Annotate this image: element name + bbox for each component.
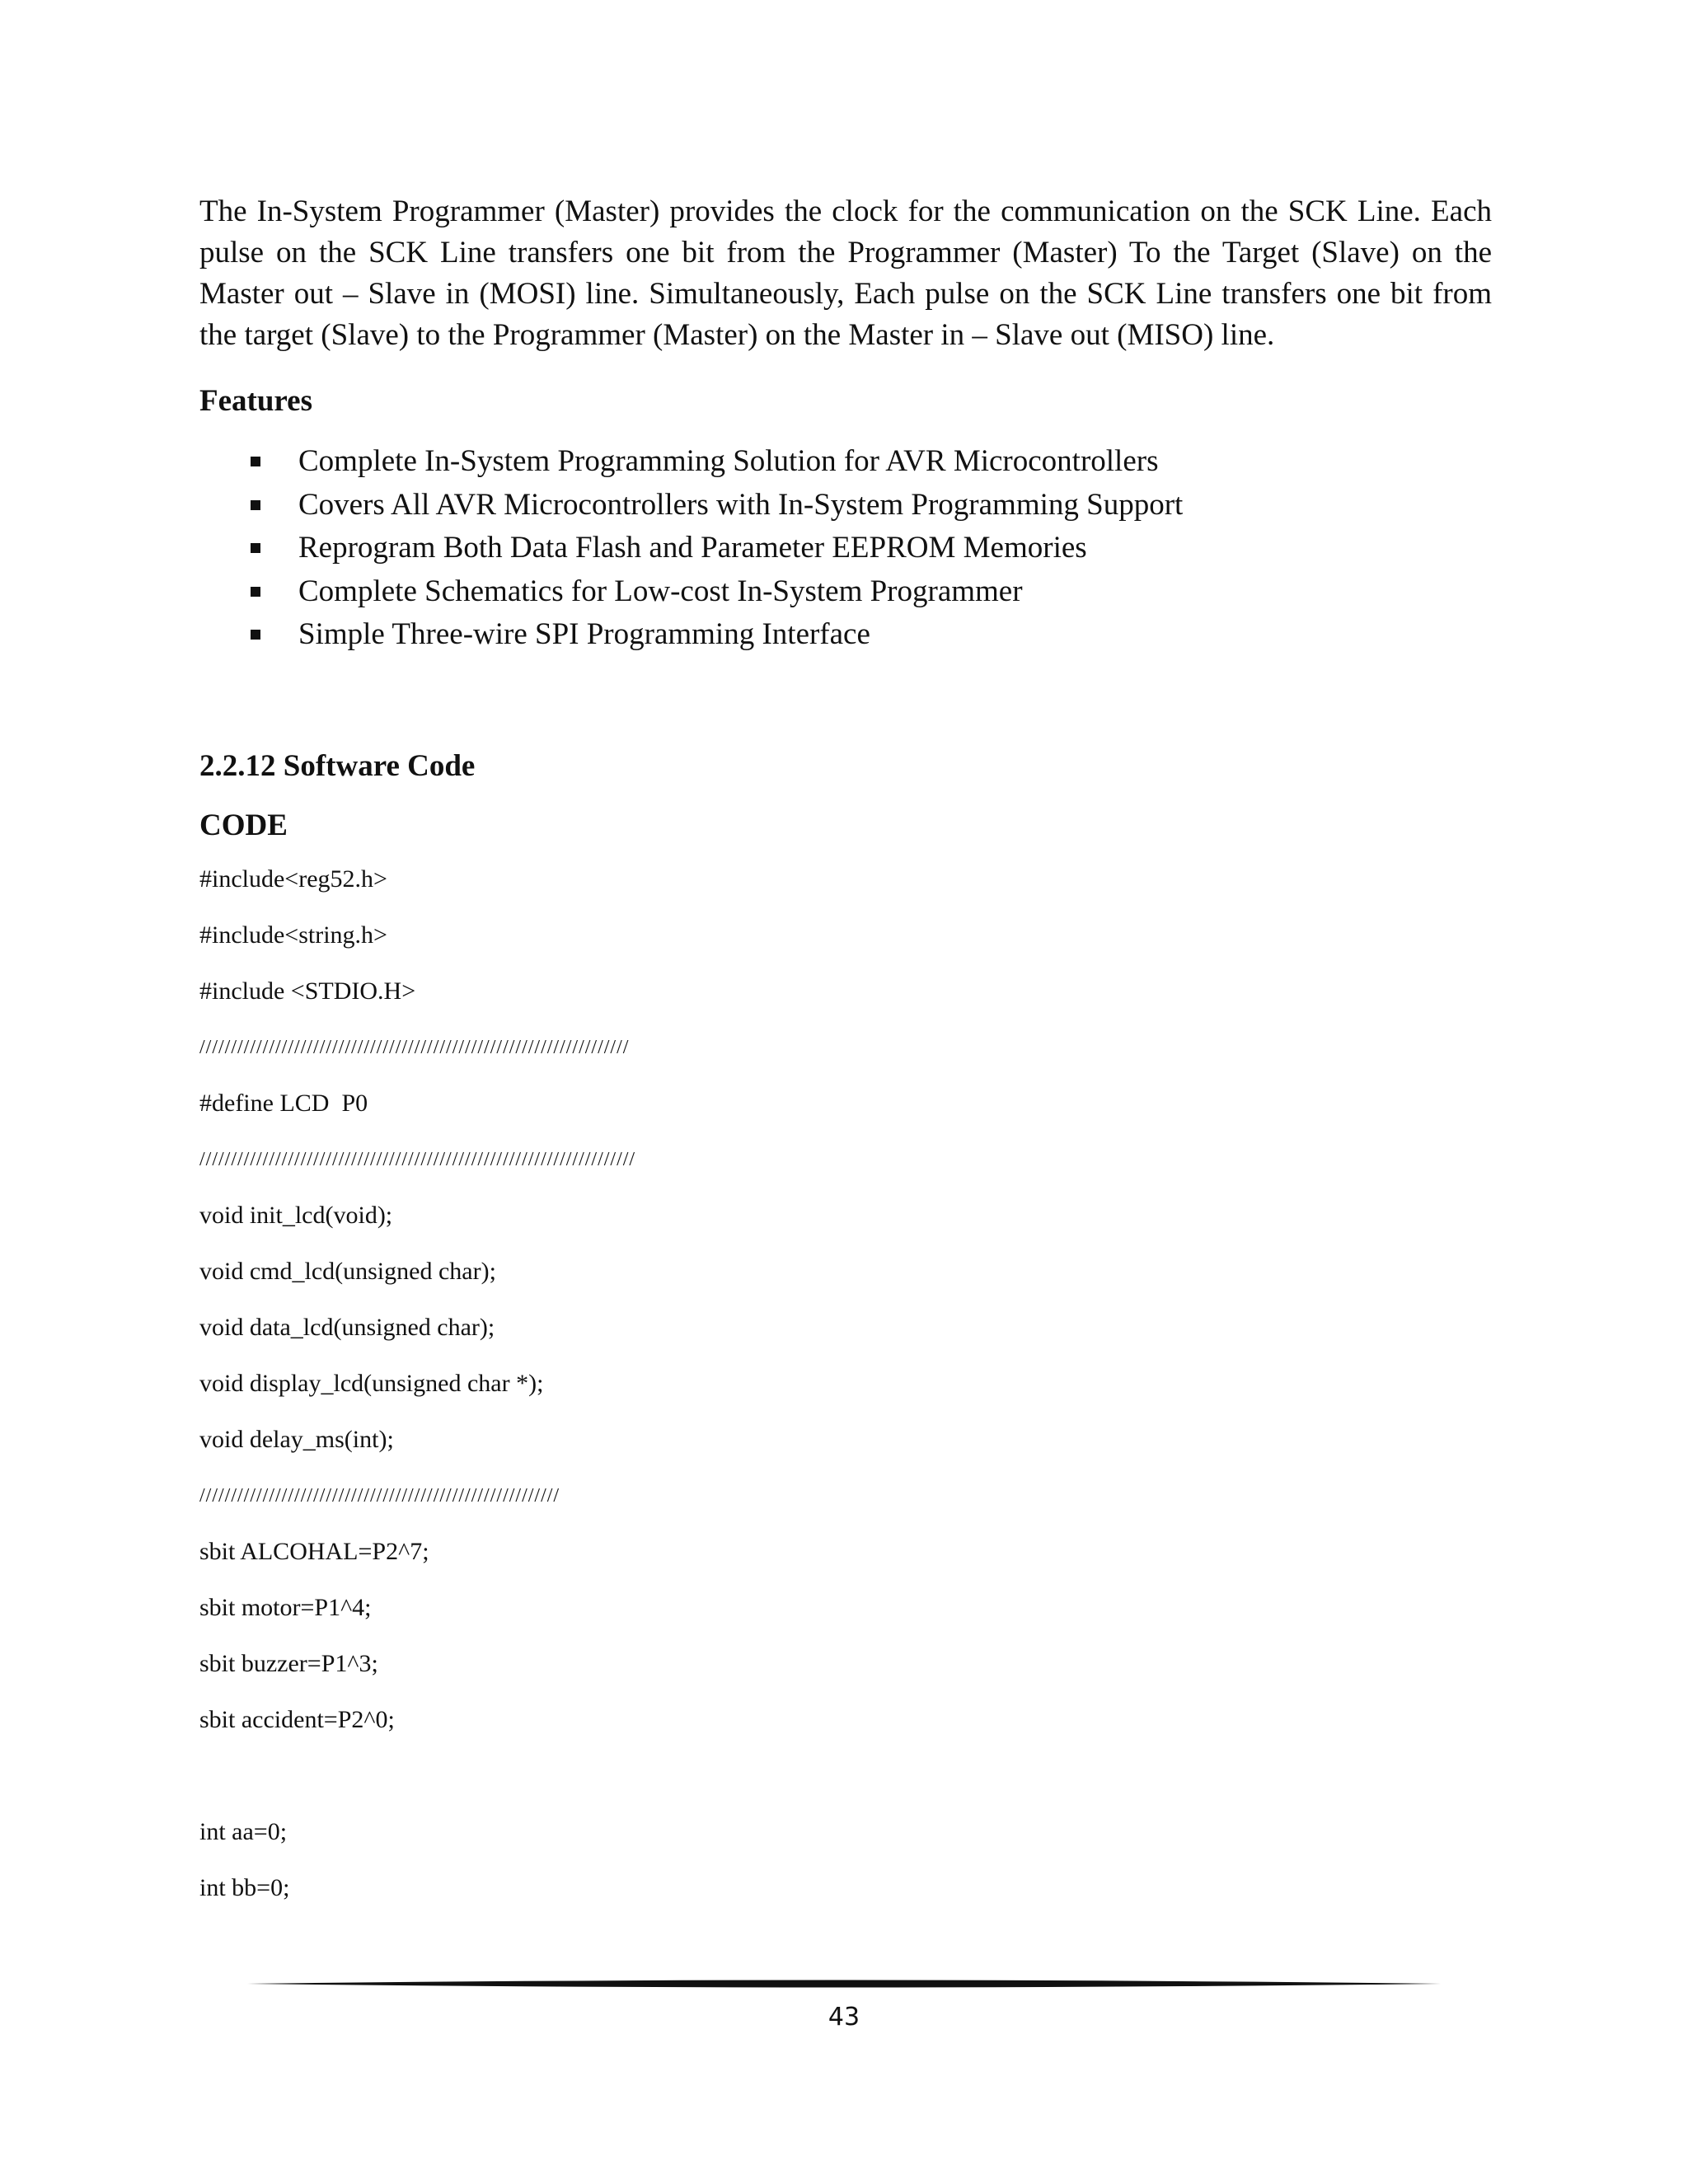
page-number: 43 — [828, 2003, 860, 2032]
code-comment-rule: ///////////////////////////////////////////////////////// — [199, 1484, 560, 1507]
code-line: #include<string.h> — [199, 921, 387, 949]
feature-item — [199, 440, 1492, 484]
square-bullet-icon — [251, 457, 260, 466]
code-line: int aa=0; — [199, 1817, 288, 1845]
code-line: int bb=0; — [199, 1873, 290, 1901]
code-line: #define LCD P0 — [199, 1089, 368, 1117]
code-line: sbit buzzer=P1^3; — [199, 1649, 378, 1677]
code-heading: CODE — [199, 808, 288, 842]
feature-item — [199, 613, 1492, 657]
square-bullet-icon — [251, 587, 260, 597]
code-comment-rule: ///////////////////////////////////////////////////////////////////// — [199, 1148, 636, 1170]
square-bullet-icon — [251, 500, 260, 510]
feature-item-text: Covers All AVR Microcontrollers with In-System Programming Support — [298, 487, 1184, 522]
feature-item — [199, 570, 1492, 614]
intro-paragraph: The In-System Programmer (Master) provides the clock for the communication on the SCK Line. Each pulse on the SCK Line transfers one bit from the Programmer (Master) To the Target (Slave) on the Master out – Slave in (MOSI) line. Simultaneously, Each pulse on the SCK Line transfers one bit from the target (Slave) to the Programmer (Master) on the Master in – Slave out (MISO) line. — [199, 194, 1492, 352]
feature-item — [199, 484, 1492, 527]
features-heading: Features — [199, 384, 312, 418]
feature-item-text: Simple Three-wire SPI Programming Interface — [298, 617, 870, 651]
code-line: sbit accident=P2^0; — [199, 1705, 395, 1733]
feature-item — [199, 527, 1492, 570]
feature-item-text: Complete Schematics for Low-cost In-System Programmer — [298, 574, 1023, 608]
code-line: void display_lcd(unsigned char *); — [199, 1369, 544, 1397]
code-comment-rule: //////////////////////////////////////////////////////////////////// — [199, 1036, 630, 1058]
code-blank-line — [199, 1748, 1492, 1804]
code-line: void init_lcd(void); — [199, 1201, 393, 1229]
code-listing — [199, 851, 1492, 1916]
code-line: #include<reg52.h> — [199, 865, 387, 893]
code-line: sbit ALCOHAL=P2^7; — [199, 1537, 429, 1565]
section-heading: 2.2.12 Software Code — [199, 748, 476, 783]
code-line: sbit motor=P1^4; — [199, 1593, 372, 1621]
square-bullet-icon — [251, 630, 260, 640]
feature-item-text: Reprogram Both Data Flash and Parameter EEPROM Memories — [298, 531, 1087, 565]
page-content — [199, 191, 1492, 1916]
code-line: void data_lcd(unsigned char); — [199, 1313, 495, 1341]
feature-item-text: Complete In-System Programming Solution for AVR Microcontrollers — [298, 444, 1159, 478]
code-line: #include <STDIO.H> — [199, 977, 416, 1005]
footer-divider — [247, 1978, 1441, 1990]
code-line: void cmd_lcd(unsigned char); — [199, 1257, 496, 1285]
feature-list — [199, 440, 1492, 657]
square-bullet-icon — [251, 543, 260, 553]
code-line: void delay_ms(int); — [199, 1425, 394, 1453]
